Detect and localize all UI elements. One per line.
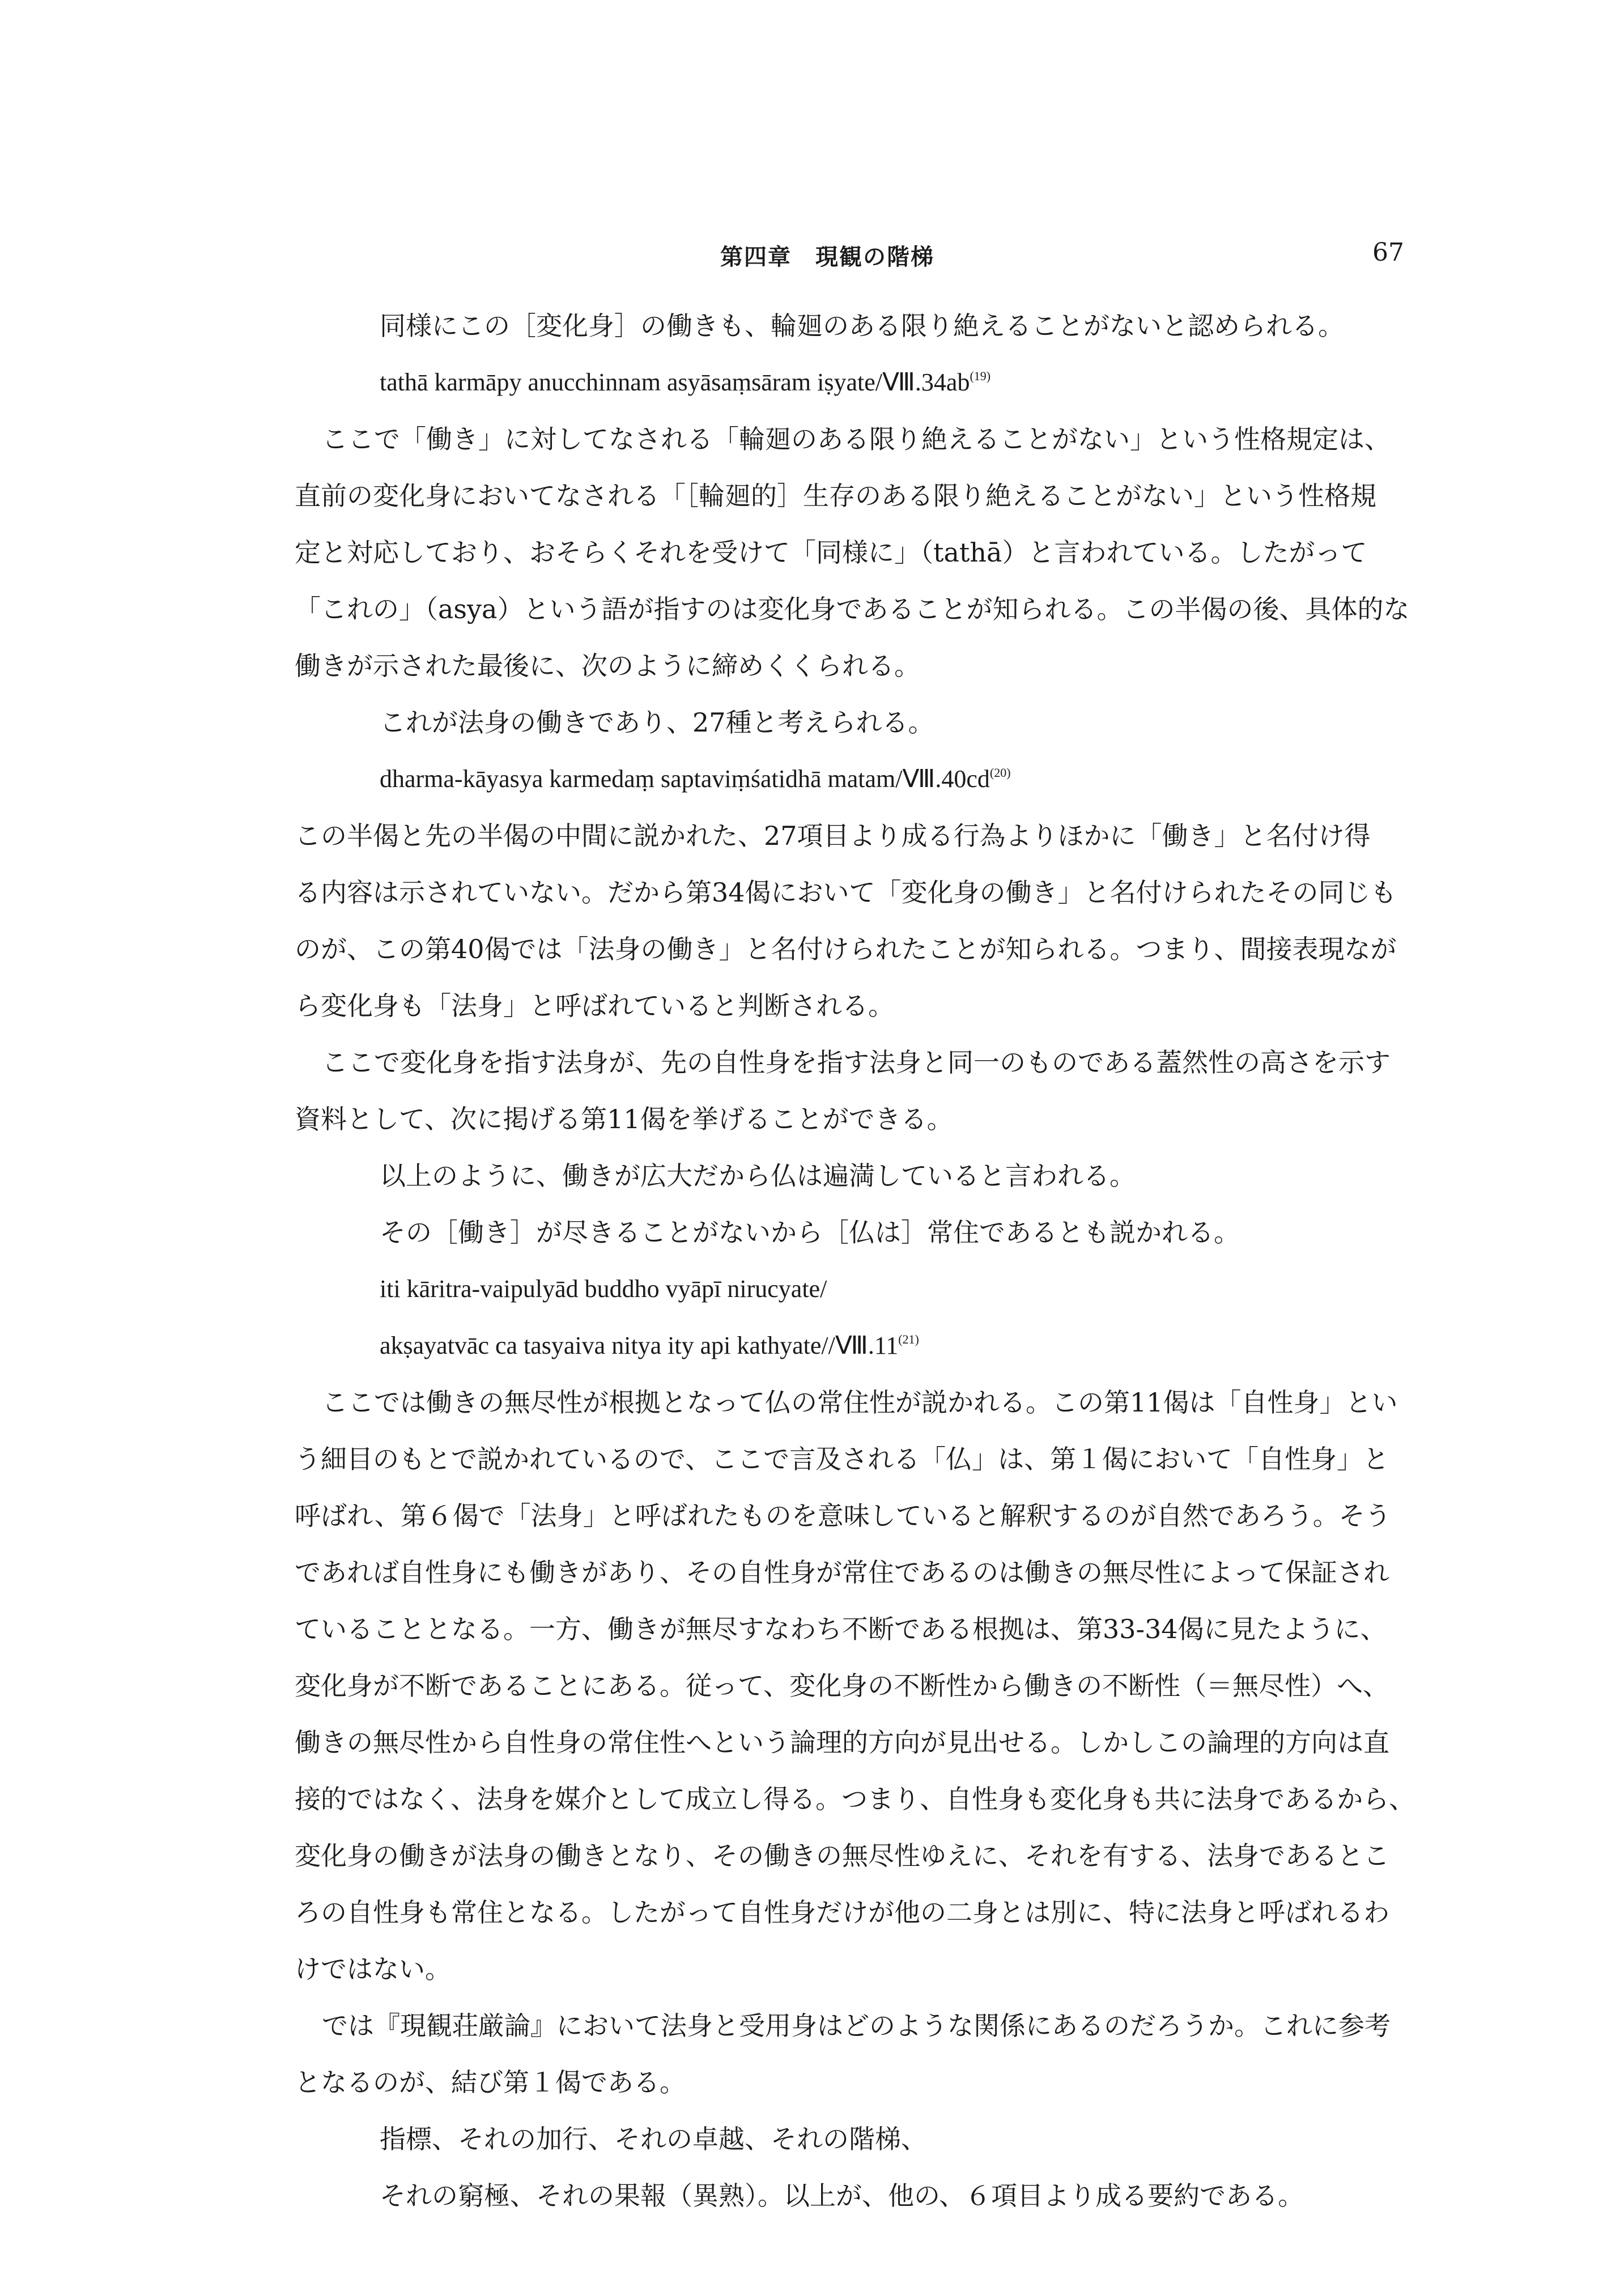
paragraph-line: 働きが示された最後に、次のように締めくくられる。 xyxy=(295,650,920,681)
paragraph-line: 接的ではなく、法身を媒介として成立し得る。つまり、自性身も変化身も共に法身であるから、 xyxy=(295,1784,1415,1814)
verse-translation-line: 以上のように、働きが広大だから仏は遍満していると言われる。 xyxy=(380,1160,1136,1191)
paragraph-line: る内容は示されていない。だから第34偈において「変化身の働き」と名付けられたその同じも xyxy=(295,877,1397,908)
paragraph-line: では『現観荘厳論』において法身と受用身はどのような関係にあるのだろうか。これに参考 xyxy=(322,2010,1391,2041)
verse-translation-line: 指標、それの加行、それの卓越、それの階梯、 xyxy=(380,2124,927,2154)
paragraph-line: ここで変化身を指す法身が、先の自性身を指す法身と同一のものである蓋然性の高さを示す xyxy=(322,1047,1391,1078)
running-header-title: 第四章 現観の階梯 xyxy=(720,244,934,270)
paragraph-line: この半偈と先の半偈の中間に説かれた、27項目より成る行為よりほかに「働き」と名付け得 xyxy=(295,820,1371,851)
verse-translation-line: その［働き］が尽きることがないから［仏は］常住であるとも説かれる。 xyxy=(380,1217,1240,1248)
paragraph-line: ここで「働き」に対してなされる「輪廻のある限り絶えることがない」という性格規定は、 xyxy=(322,424,1391,454)
paragraph-line: 「これの」（asya）という語が指すのは変化身であることが知られる。この半偈の後、具体的な xyxy=(295,594,1410,624)
paragraph-line: 働きの無尽性から自性身の常住性へという論理的方向が見出せる。しかしこの論理的方向は直 xyxy=(295,1727,1389,1758)
paragraph-line: ここでは働きの無尽性が根拠となって仏の常住性が説かれる。この第11偈は「自性身」とい xyxy=(322,1387,1398,1418)
sanskrit-verse-line: akṣayatvāc ca tasyaiva nitya ity api kathyate//Ⅷ.11$^{(21)}$ xyxy=(380,1332,919,1359)
sanskrit-verse-line: tathā karmāpy anucchinnam asyāsaṃsāram iṣyate/$Ⅷ.34ab^{(19)}$ xyxy=(380,368,991,396)
body-text xyxy=(295,297,1422,2224)
footnote-ref: (20) xyxy=(989,766,1011,780)
verse-translation-line: これが法身の働きであり、27種と考えられる。 xyxy=(380,707,934,738)
paragraph-line: けではない。 xyxy=(295,1954,451,1984)
paragraph-line: ろの自性身も常住となる。したがって自性身だけが他の二身とは別に、特に法身と呼ばれるわ xyxy=(295,1897,1389,1928)
sanskrit-verse-line: iti kāritra-vaipulyād buddho vyāpī nirucyate/ xyxy=(380,1275,827,1303)
sanskrit-verse-line: dharma-kāyasya karmedaṃ saptaviṃśatidhā matam/$Ⅷ.40cd^{(20)}$ xyxy=(380,765,1011,793)
paragraph-line: となるのが、結び第１偈である。 xyxy=(295,2067,686,2098)
paragraph-line: のが、この第40偈では「法身の働き」と名付けられたことが知られる。つまり、間接表現なが xyxy=(295,934,1397,964)
paragraph-line: う細目のもとで説かれているので、ここで言及される「仏」は、第１偈において「自性身」と xyxy=(295,1444,1389,1474)
paragraph-line: ていることとなる。一方、働きが無尽すなわち不断である根拠は、第33-34偈に見たように、 xyxy=(295,1614,1387,1644)
paragraph-line: 資料として、次に掲げる第11偈を挙げることができる。 xyxy=(295,1104,953,1134)
paragraph-line: 直前の変化身においてなされる「［輪廻的］生存のある限り絶えることがない」という性格規 xyxy=(295,481,1376,511)
paragraph-line: ら変化身も「法身」と呼ばれていると判断される。 xyxy=(295,990,894,1021)
paragraph-line: であれば自性身にも働きがあり、その自性身が常住であるのは働きの無尽性によって保証され xyxy=(295,1557,1389,1588)
footnote-ref: (21) xyxy=(898,1332,919,1346)
paragraph-line: 変化身の働きが法身の働きとなり、その働きの無尽性ゆえに、それを有する、法身であるとこ xyxy=(295,1840,1389,1871)
verse-translation-line: それの窮極、それの果報（異熟）。以上が、他の、６項目より成る要約である。 xyxy=(380,2180,1304,2211)
paragraph-line: 呼ばれ、第６偈で「法身」と呼ばれたものを意味していると解釈するのが自然であろう。そう xyxy=(295,1500,1391,1531)
verse-translation-line: 同様にこの［変化身］の働きも、輪廻のある限り絶えることがないと認められる。 xyxy=(380,311,1344,341)
paragraph-line: 定と対応しており、おそらくそれを受けて「同様に」（tathā）と言われている。したがって xyxy=(295,537,1367,568)
page-number: 67 xyxy=(1372,238,1404,267)
footnote-ref: (19) xyxy=(970,369,991,383)
paragraph-line: 変化身が不断であることにある。従って、変化身の不断性から働きの不断性（＝無尽性）へ、 xyxy=(295,1670,1389,1701)
